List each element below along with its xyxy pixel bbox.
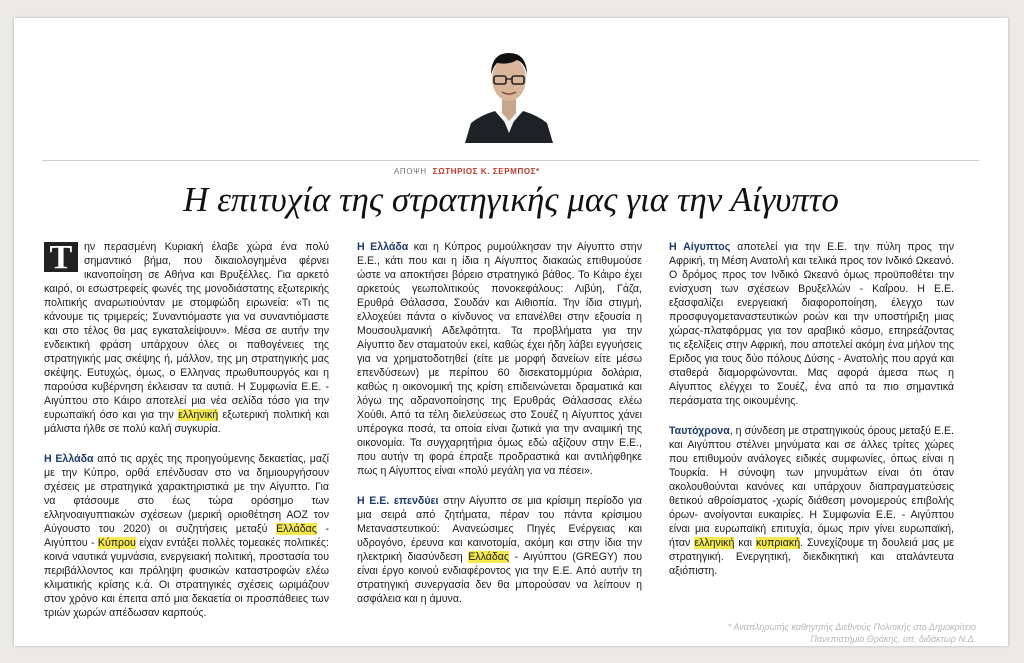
paragraph: Η Ε.Ε. επενδύει στην Αίγυπτο σε μια κρίσιμη περίοδο για μια σειρά από ζητήματα, πέραν του πάντα κρίσιμου Μεταναστευτικού: Ανανεώσιμες Πηγές Ενέργειας και υδρογόνο, έρευνα και καινοτομία, ακόμη και στην ίδια την ηλεκτρική διασύνδεση Ελλάδας - Αιγύπτου (GREGY) που είναι έργο κοινού ενδιαφέροντος για την Ε.Ε. Από αυτήν τη στρατηγική συνεργασία δεν θα μπορούσαν να λείπουν η ασφάλεια και η άμυνα. (357, 495, 643, 605)
highlight: Ελλάδας (276, 523, 317, 535)
paragraph: Η Αίγυπτος αποτελεί για την Ε.Ε. την πύλη προς την Αφρική, τη Μέση Ανατολή και τελικά προς τον Ινδικό Ωκεανό. Ο δρόμος προς τον Ινδικό Ωκεανό όμως προϋποθέτει την ενίσχυση των σχέσεων Βρυξελλών - Καΐρου. Η Ε.Ε. εξασφαλίζει ενεργειακή διαφοροποίηση, έλεγχο των προσφυγομεταναστευτικών ροών και την υποστήριξη μιας χώρας-πλατφόρμας για τον αραβικό κόσμο, επηρεάζοντας τις εξελίξεις στην Αφρική, που αποτελεί ακόμη ένα μήλον της Εριδος για τους δύο πόλους Δύσης - Ανατολής που αργά και σταθερά διαμορφώνονται. Μας αφορά άμεσα πως η Αίγυπτος ελέγχει το Σουέζ, ένα από τα πιο σημαντικά περάσματα της οικουμένης. (669, 241, 954, 407)
author-photo (461, 35, 557, 143)
author-name: ΣΩΤΗΡΙΟΣ Κ. ΣΕΡΜΠΟΣ* (432, 167, 540, 176)
byline (394, 167, 540, 176)
lead-phrase: Η Ε.Ε. επενδύει (357, 495, 439, 507)
paragraph: Τ ην περασμένη Κυριακή έλαβε χώρα ένα πολύ σημαντικό βήμα, που δικαιολογημένα φέρνει ικανοποίηση σε Αθήνα και Βρυξέλλες. Για αρκετό καιρό, οι εσωστρεφείς φωνές της μονοδιάστατης εξωτερικής πολιτικής αναρωτιούνταν με στομφώδη ειρωνεία: «Τι τις κάνουμε τις τριμερείς; Συναντιόμαστε για να συναντιόμαστε και στο τέλος θα μας εγκαταλείψουν». Μέσα σε αυτήν την ενδεικτική φράση υπάρχουν όλες οι παθογένειες της στρατηγικής μας σκέψης ή, μάλλον, της μη στρατηγικής μας σκέψης. Ευτυχώς, όμως, ο Ελληνας πρωθυπουργός και η παρούσα κυβέρνηση έκλεισαν τα αυτιά. Η Συμφωνία Ε.Ε. - Αιγύπτου στο Κάιρο αποτελεί μια νέα σελίδα τόσο για την ευρωπαϊκή όσο και για την ελληνική εξωτερική πολιτική και μάλιστα ήλθε σε πολύ καλή συγκυρία. (44, 239, 329, 435)
highlight: ελληνική (178, 409, 219, 421)
author-footnote: * Αναπληρωτής καθηγητής Διεθνούς Πολιτικής στο Δημοκρίτειο Πανεπιστήμιο Θράκης, υπ. διδάκτωρ Ν.Δ. (727, 622, 976, 644)
column-1 (44, 240, 329, 636)
byline-divider (42, 160, 979, 161)
highlight: κυπριακή (756, 537, 801, 549)
newspaper-page (14, 18, 1008, 646)
lead-phrase: Η Ελλάδα (357, 241, 409, 253)
paragraph: Ταυτόχρονα, η σύνδεση με στρατηγικούς όρους μεταξύ Ε.Ε. και Αιγύπτου στέλνει μηνύματα και σε άλλες τρίτες χώρες που επιθυμούν ανάλογες ειδικές συμφωνίες, όπως είναι η Τουρκία. Η σύνοψη των μηνυμάτων είναι ότι όταν ακολουθούνται κανόνες και υπάρχουν διαπραγματεύσεις θετικού αθροίσματος -χωρίς διάθεση μονομερούς επιβολής όρων- ανοίγονται ευκαιρίες. Η Συμφωνία Ε.Ε. - Αιγύπτου είναι μια ευρωπαϊκή επιτυχία, όμως πριν γίνει ευρωπαϊκή, ήταν ελληνική και κυπριακή. Συνεχίζουμε τη δουλειά μας με στρατηγική. Ενεργητική, διεκδικητική και αταλάντευτα αξιόπιστη. (669, 425, 954, 577)
lead-phrase: Η Αίγυπτος (669, 241, 731, 253)
highlight: Κύπρου (97, 537, 136, 549)
column-2 (357, 240, 642, 622)
column-3 (669, 240, 954, 594)
section-label: ΑΠΟΨΗ (394, 167, 427, 176)
highlight: Ελλάδας (468, 551, 509, 563)
lead-phrase: Η Ελλάδα (44, 453, 94, 465)
drop-cap: Τ (44, 242, 78, 272)
paragraph: Η Ελλάδα από τις αρχές της προηγούμενης δεκαετίας, μαζί με την Κύπρο, ορθά επένδυσαν στο να δημιουργήσουν σχέσεις με στρατηγικά χαρακτηριστικά με την Αίγυπτο. Για να φτάσουμε στο έως τώρα ορόσημο των ελληνοαιγυπτιακών σχέσεων (μερική οριοθέτηση ΑΟΖ τον Αύγουστο του 2020) οι συζητήσεις μεταξύ Ελλάδας - Αιγύπτου - Κύπρου είχαν εντάξει πολλές τομεακές πολιτικές: κοινά ναυτικά γυμνάσια, ενεργειακή πολιτική, προστασία του περιβάλλοντος και πρόληψη φυσικών καταστροφών ελέω κλιματικής κρίσης κ.ά. Οι στρατηγικές σχέσεις ωριμάζουν στον χρόνο και έπειτα από μια δεκαετία οι προσπάθειες των τριών χωρών απέδωσαν καρπούς. (44, 453, 329, 619)
paragraph: Η Ελλάδα και η Κύπρος ρυμούλκησαν την Αίγυπτο στην Ε.Ε., κάτι που και η ίδια η Αίγυπτος διακαώς επιθυμούσε ώστε να αποκτήσει βόρειο στρατηγικό βάθος. Το Κάιρο έχει αρκετούς γεωπολιτικούς πονοκεφάλους: Λιβύη, Γάζα, Ερυθρά Θάλασσα, Σουδάν και Αιθιοπία. Την ίδια στιγμή, ελλοχεύει πάντα ο κίνδυνος να επανέλθει στην εξουσία η Μουσουλμανική Αδελφότητα. Τα προβλήματα για την Αίγυπτο δεν σταματούν εκεί, καθώς έχει ήδη λάβει εγγυήσεις για να χρηματοδοτηθεί (είτε με μορφή δανείων είτε μέσω επενδύσεων) με περίπου 60 δισεκατομμύρια δολάρια, καθώς η οικονομική της κρίση επιδεινώνεται δραματικά και λόγω της αδρανοποίησης της Ερυθράς Θάλασσας ελέω Χούθι. Από τα τέλη διελεύσεως στο Σουέζ η Αίγυπτος χάνει υπέρογκα ποσά, τα οποία είναι ζωτικά για την αναιμική της οικονομία. Τα συγχαρητήρια όμως εδώ αξίζουν στην Ε.Ε., που αυτήν τη φορά έπραξε προδραστικά και αντιλήφθηκε πως η Αίγυπτος είναι «πολύ μεγάλη για να πέσει». (357, 241, 642, 477)
highlight: ελληνική (694, 537, 735, 549)
article-title: Η επιτυχία της στρατηγικής μας για την Αίγυπτο (183, 180, 839, 219)
lead-phrase: Ταυτόχρονα (669, 425, 730, 437)
